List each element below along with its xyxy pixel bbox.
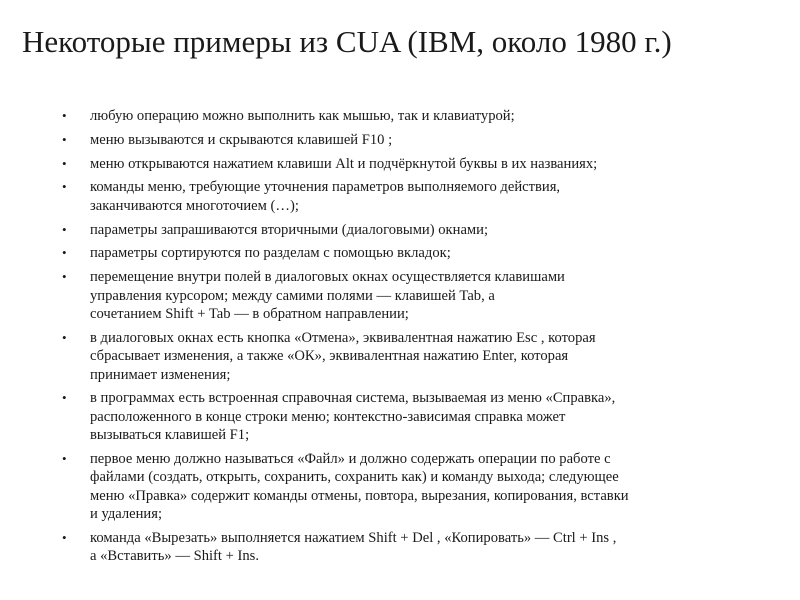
bullet-text: в программах есть встроенная справочная система, вызываемая из меню «Справка», расположенного в конце строки меню; контекстно-зависимая справка может вызываться клавишей F1; [90,390,616,444]
bullet-text: любую операцию можно выполнить как мышью, так и клавиатурой; [90,108,515,124]
bullet-text: первое меню должно называться «Файл» и должно содержать операции по работе с файлами (создать, открыть, сохранить, сохранить как) и команду выхода; следующее меню «Правка» содержит команды отмены, повтора, вырезания, копирования, вставки и удаления; [90,451,629,523]
bullet-text: в диалоговых окнах есть кнопка «Отмена», эквивалентная нажатию Esc , которая сбрасывает изменения, а также «ОК», эквивалентная нажатию Enter, которая принимает изменения; [90,329,596,383]
list-item [62,529,762,566]
bullet-icon: • [62,221,67,237]
slide-title: Некоторые примеры из CUA (IBM, около 1980 г.) [22,24,672,59]
list-item [62,155,762,173]
bullet-icon: • [62,155,67,171]
list-item [62,268,762,323]
list-item [62,329,762,384]
bullet-icon: • [62,451,67,467]
bullet-icon: • [62,269,67,285]
bullet-icon: • [62,245,67,261]
bullet-icon: • [62,131,67,147]
bullet-text: меню вызываются и скрываются клавишей F10 ; [90,131,393,148]
bullet-icon: • [62,329,67,345]
bullet-text: меню открываются нажатием клавиши Alt и подчёркнутой буквы в их названиях; [90,155,598,172]
list-item [62,131,762,149]
bullet-text: команда «Вырезать» выполняется нажатием Shift + Del , «Копировать» — Ctrl + Ins , а «Вставить» — Shift + Ins. [90,530,617,565]
bullet-text: перемещение внутри полей в диалоговых окнах осуществляется клавишами управления курсором; между самими полями — клавишей Tab, а сочетанием Shift + Tab — в обратном направлении; [90,269,565,322]
bullet-text: команды меню, требующие уточнения параметров выполняемого действия, заканчиваются многоточием (…); [90,179,561,214]
bullet-text: параметры запрашиваются вторичными (диалоговыми) окнами; [90,221,489,238]
bullet-icon: • [62,108,67,123]
bullet-icon: • [62,390,67,406]
bullet-icon: • [62,179,67,195]
bullet-icon: • [62,530,67,546]
bullet-list [62,107,762,571]
list-item [62,389,762,444]
list-item [62,221,762,239]
list-item [62,178,762,215]
list-item [62,450,762,524]
bullet-text: параметры сортируются по разделам с помощью вкладок; [90,245,451,262]
list-item [62,107,762,125]
list-item [62,244,762,262]
